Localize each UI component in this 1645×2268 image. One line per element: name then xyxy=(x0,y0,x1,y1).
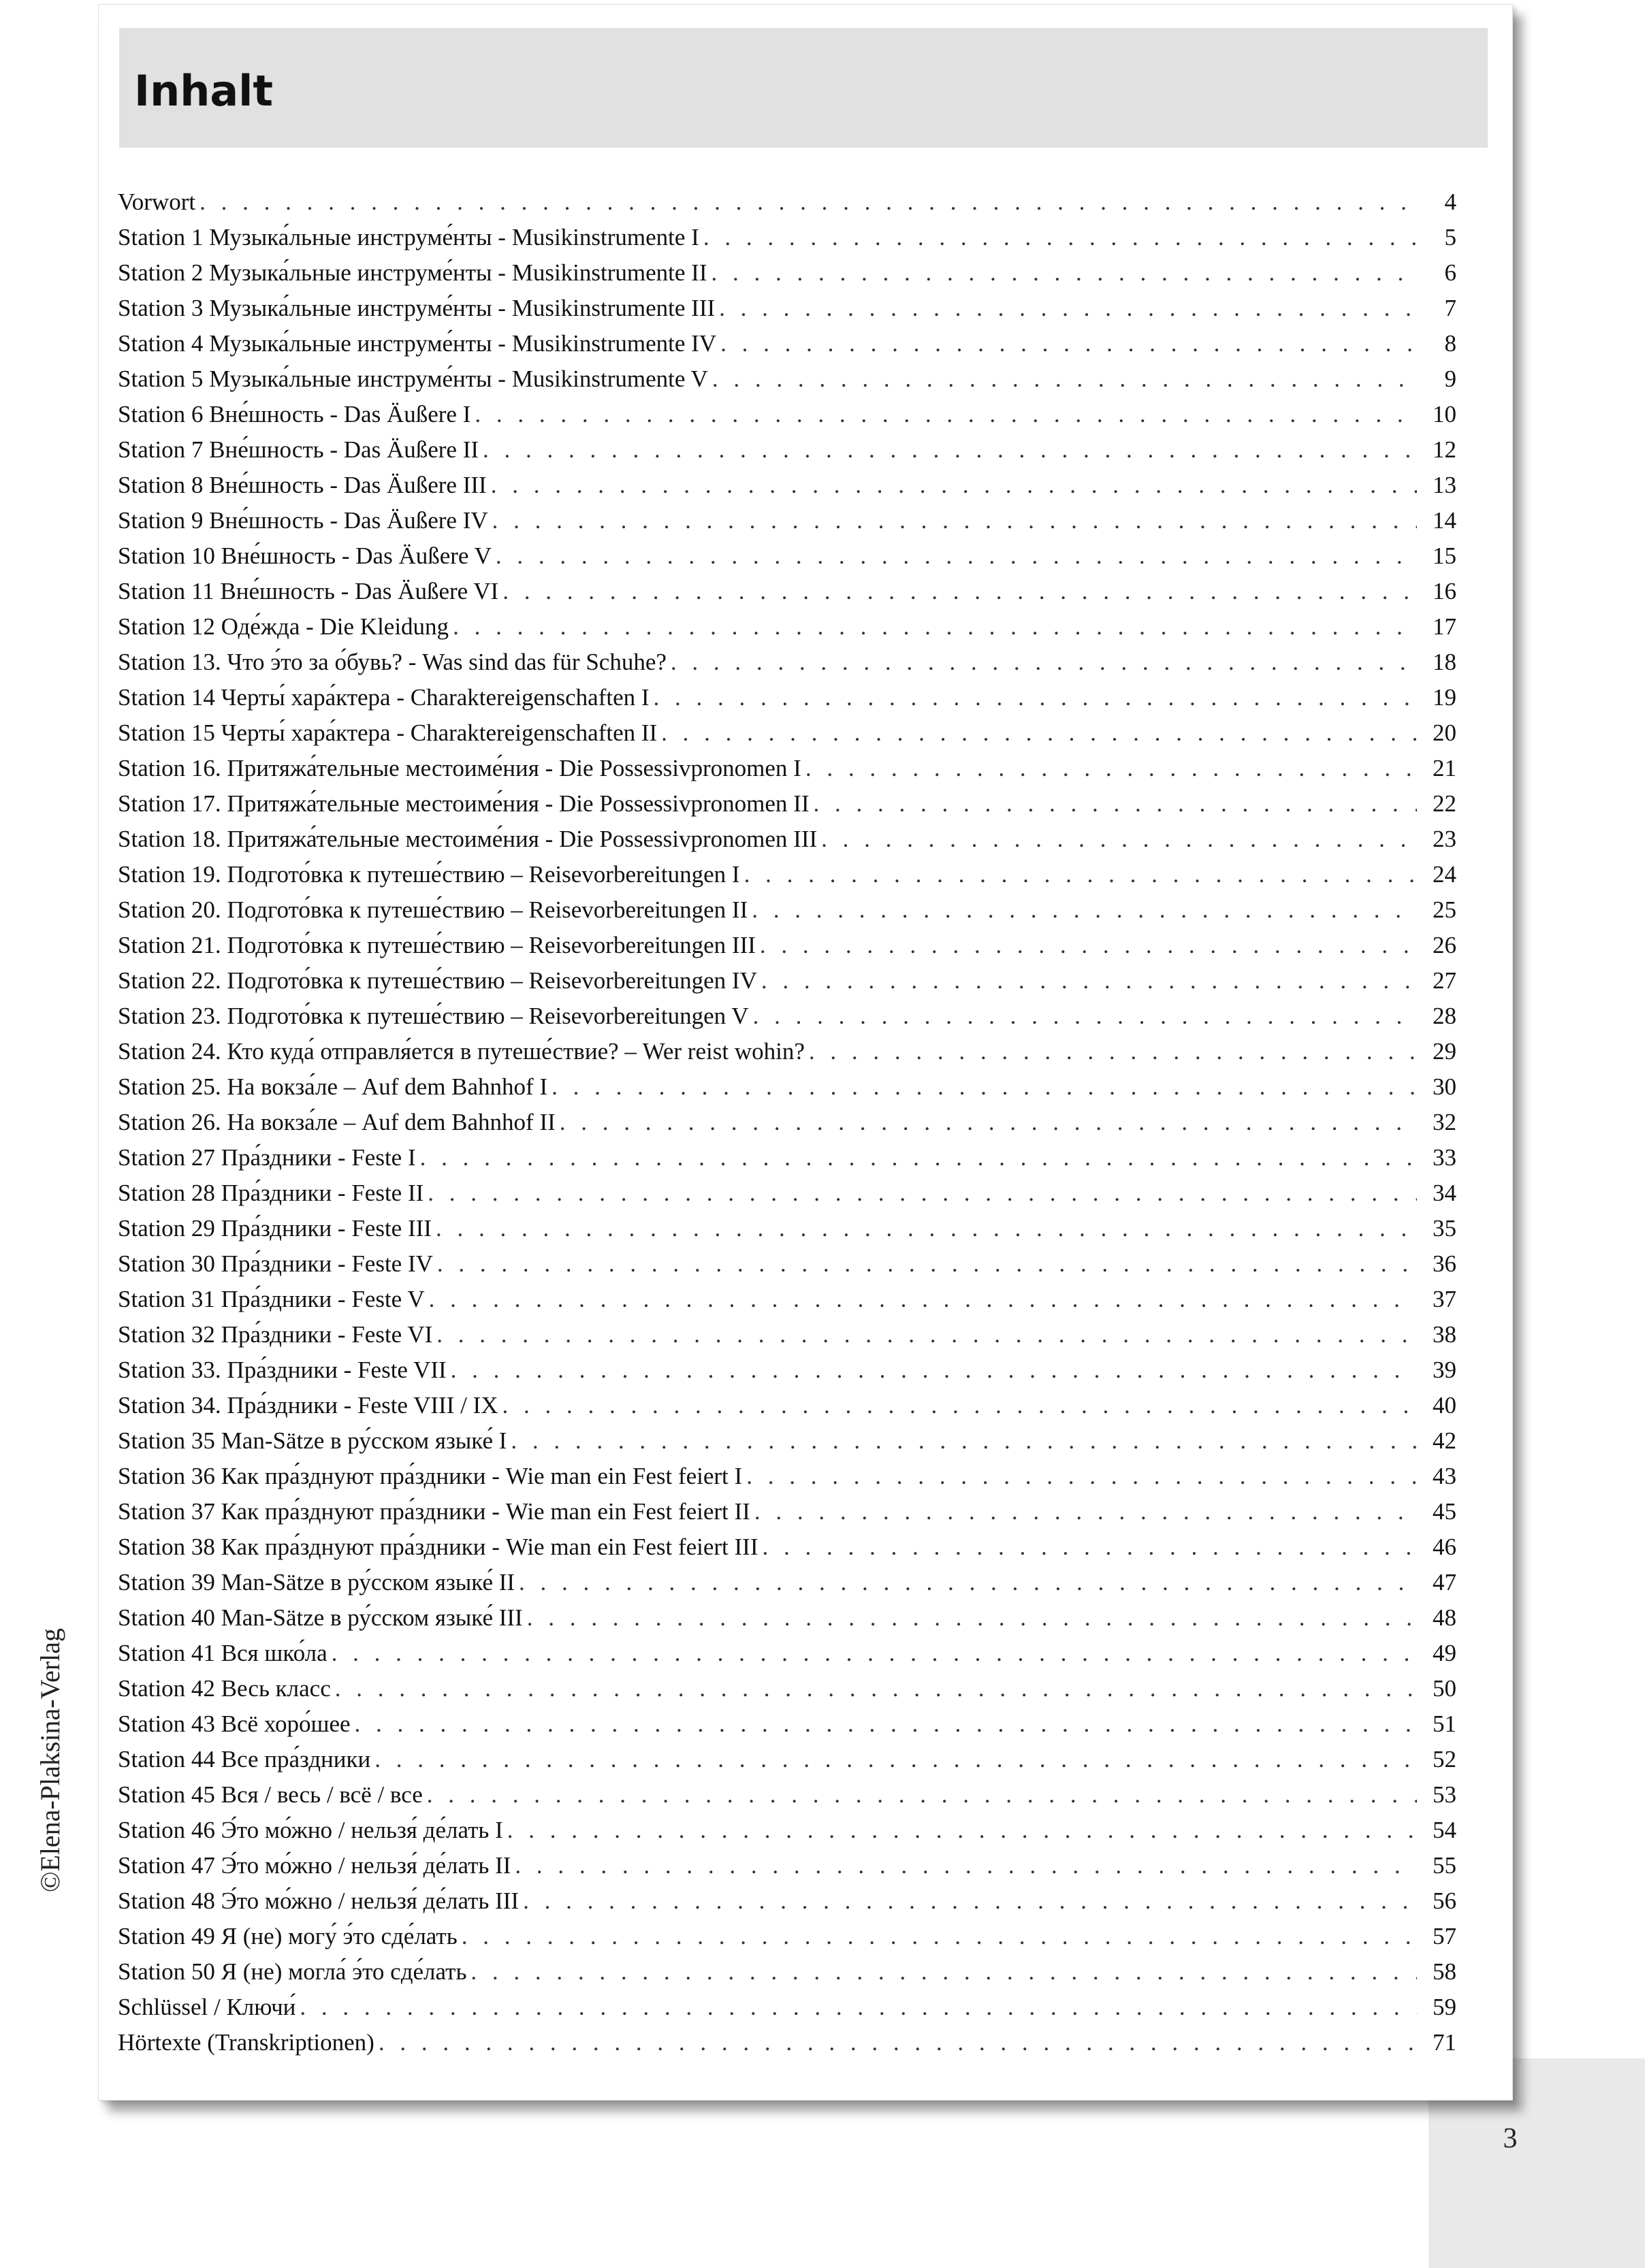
toc-entry[interactable] xyxy=(118,1073,1456,1109)
toc-entry[interactable] xyxy=(118,542,1456,578)
toc-entry-title: Station 41 Вся шко́ла xyxy=(118,1640,328,1666)
toc-dot-leader xyxy=(719,295,1417,322)
toc-dot-leader xyxy=(654,684,1417,711)
toc-entry[interactable] xyxy=(118,189,1456,224)
toc-entry-page: 58 xyxy=(1433,1958,1456,1985)
page-title: Inhalt xyxy=(134,66,274,116)
toc-entry-title: Station 42 Весь класс xyxy=(118,1675,331,1702)
toc-entry-title: Station 24. Кто куда́ отправля́ется в путеше́ствие? – Wer reist wohin? xyxy=(118,1038,805,1065)
toc-entry[interactable] xyxy=(118,330,1456,366)
toc-entry-page: 29 xyxy=(1433,1038,1456,1065)
toc-entry[interactable] xyxy=(118,1498,1456,1534)
toc-dot-leader xyxy=(427,1781,1417,1809)
toc-dot-leader xyxy=(821,826,1417,853)
toc-entry-page: 57 xyxy=(1433,1923,1456,1949)
toc-entry-page: 23 xyxy=(1433,826,1456,852)
toc-dot-leader xyxy=(491,472,1417,499)
toc-entry[interactable] xyxy=(118,1781,1456,1817)
toc-entry-page: 15 xyxy=(1433,542,1456,569)
toc-dot-leader xyxy=(335,1675,1417,1702)
toc-dot-leader xyxy=(429,1286,1417,1313)
toc-entry[interactable] xyxy=(118,578,1456,613)
toc-dot-leader xyxy=(519,1569,1417,1596)
toc-dot-leader xyxy=(502,578,1417,605)
toc-entry[interactable] xyxy=(118,1852,1456,1888)
toc-entry[interactable] xyxy=(118,1321,1456,1357)
toc-entry-page: 20 xyxy=(1433,719,1456,746)
toc-entry[interactable] xyxy=(118,436,1456,472)
toc-entry[interactable] xyxy=(118,932,1456,967)
toc-dot-leader xyxy=(763,1534,1418,1561)
toc-dot-leader xyxy=(711,259,1417,287)
toc-dot-leader xyxy=(760,932,1417,959)
toc-dot-leader xyxy=(436,1321,1417,1348)
toc-entry-title: Station 12 Оде́жда - Die Kleidung xyxy=(118,613,449,640)
toc-entry-title: Station 9 Вне́шность - Das Äußere IV xyxy=(118,507,488,534)
toc-entry-page: 34 xyxy=(1433,1180,1456,1206)
copyright-notice: ©Elena-Plaksina-Verlag xyxy=(35,1627,65,1892)
toc-dot-leader xyxy=(809,1038,1417,1065)
toc-entry[interactable] xyxy=(118,1746,1456,1781)
toc-entry-page: 24 xyxy=(1433,861,1456,888)
toc-entry-title: Station 3 Музыка́льные инструме́нты - Musikinstrumente III xyxy=(118,295,716,321)
toc-entry-page: 56 xyxy=(1433,1888,1456,1914)
toc-entry-title: Schlüssel / Ключи́ xyxy=(118,1994,296,2020)
toc-dot-leader xyxy=(515,1852,1417,1879)
toc-entry-page: 40 xyxy=(1433,1392,1456,1419)
toc-entry-page: 38 xyxy=(1433,1321,1456,1348)
toc-dot-leader xyxy=(475,401,1417,428)
toc-entry[interactable] xyxy=(118,1958,1456,1994)
toc-dot-leader xyxy=(671,649,1417,676)
toc-entry[interactable] xyxy=(118,896,1456,932)
toc-entry-page: 30 xyxy=(1433,1073,1456,1100)
toc-entry[interactable] xyxy=(118,1604,1456,1640)
toc-entry-title: Station 6 Вне́шность - Das Äußere I xyxy=(118,401,471,427)
toc-entry-title: Station 5 Музыка́льные инструме́нты - Musikinstrumente V xyxy=(118,366,708,392)
toc-entry-page: 13 xyxy=(1433,472,1456,498)
toc-dot-leader xyxy=(720,330,1417,357)
toc-dot-leader xyxy=(462,1923,1417,1950)
toc-entry-page: 14 xyxy=(1433,507,1456,534)
toc-entry[interactable] xyxy=(118,401,1456,436)
toc-entry[interactable] xyxy=(118,1817,1456,1852)
toc-entry-page: 49 xyxy=(1433,1640,1456,1666)
toc-dot-leader xyxy=(560,1109,1417,1136)
toc-entry-title: Station 26. На вокза́ле – Auf dem Bahnhof II xyxy=(118,1109,556,1135)
toc-entry-title: Station 46 Э́то мо́жно / нельзя́ де́лать I xyxy=(118,1817,503,1843)
toc-dot-leader xyxy=(470,1958,1417,1986)
toc-dot-leader xyxy=(754,1498,1417,1525)
toc-dot-leader xyxy=(746,1463,1417,1490)
toc-entry[interactable] xyxy=(118,1923,1456,1958)
toc-entry-title: Station 10 Вне́шность - Das Äußere V xyxy=(118,542,492,569)
toc-entry[interactable] xyxy=(118,1215,1456,1250)
toc-entry-page: 4 xyxy=(1444,189,1456,215)
toc-entry-title: Station 20. Подгото́вка к путеше́ствию – Reisevorbereitungen II xyxy=(118,896,748,923)
toc-dot-leader xyxy=(437,1250,1417,1278)
toc-entry[interactable] xyxy=(118,1640,1456,1675)
toc-entry-page: 42 xyxy=(1433,1427,1456,1454)
toc-entry-title: Station 16. Притяжа́тельные местоиме́ния - Die Possessivpronomen I xyxy=(118,755,801,781)
toc-dot-leader xyxy=(199,189,1417,216)
toc-entry[interactable] xyxy=(118,1357,1456,1392)
toc-entry-title: Station 36 Как пра́зднуют пра́здники - Wie man ein Fest feiert I xyxy=(118,1463,743,1489)
toc-entry-title: Station 7 Вне́шность - Das Äußere II xyxy=(118,436,479,463)
toc-dot-leader xyxy=(753,1003,1417,1030)
toc-dot-leader xyxy=(752,896,1417,924)
toc-entry-title: Station 49 Я (не) могу́ э́то сде́лать xyxy=(118,1923,458,1949)
toc-entry-page: 25 xyxy=(1433,896,1456,923)
toc-entry-page: 71 xyxy=(1433,2029,1456,2056)
toc-entry[interactable] xyxy=(118,1038,1456,1073)
toc-entry-title: Station 40 Man-Sätze в ру́сском языке́ III xyxy=(118,1604,523,1631)
page-number: 3 xyxy=(1503,2123,1518,2154)
toc-entry-title: Station 23. Подгото́вка к путеше́ствию – Reisevorbereitungen V xyxy=(118,1003,749,1029)
toc-entry-title: Station 43 Всё хоро́шее xyxy=(118,1711,351,1737)
toc-dot-leader xyxy=(703,224,1417,251)
toc-dot-leader xyxy=(805,755,1417,782)
toc-entry[interactable] xyxy=(118,507,1456,542)
toc-entry[interactable] xyxy=(118,790,1456,826)
toc-dot-leader xyxy=(661,719,1417,747)
toc-entry-page: 35 xyxy=(1433,1215,1456,1242)
toc-entry-title: Station 39 Man-Sätze в ру́сском языке́ II xyxy=(118,1569,515,1595)
toc-dot-leader xyxy=(527,1604,1417,1632)
toc-entry[interactable] xyxy=(118,1286,1456,1321)
toc-entry-page: 43 xyxy=(1433,1463,1456,1489)
toc-entry-page: 59 xyxy=(1433,1994,1456,2020)
toc-entry-title: Station 45 Вся / весь / всё / все xyxy=(118,1781,423,1808)
toc-entry[interactable] xyxy=(118,1675,1456,1711)
toc-entry[interactable] xyxy=(118,1463,1456,1498)
toc-entry-page: 27 xyxy=(1433,967,1456,994)
toc-entry[interactable] xyxy=(118,1180,1456,1215)
toc-entry[interactable] xyxy=(118,295,1456,330)
toc-entry-page: 18 xyxy=(1433,649,1456,675)
toc-entry-title: Station 25. На вокза́ле – Auf dem Bahnhof I xyxy=(118,1073,548,1100)
toc-dot-leader xyxy=(483,436,1417,464)
toc-entry-page: 50 xyxy=(1433,1675,1456,1702)
toc-dot-leader xyxy=(428,1180,1417,1207)
toc-entry-page: 46 xyxy=(1433,1534,1456,1560)
toc-dot-leader xyxy=(523,1888,1417,1915)
toc-entry[interactable] xyxy=(118,1427,1456,1463)
toc-entry[interactable] xyxy=(118,1888,1456,1923)
toc-dot-leader xyxy=(552,1073,1417,1101)
toc-entry[interactable] xyxy=(118,472,1456,507)
toc-dot-leader xyxy=(332,1640,1417,1667)
toc-entry[interactable] xyxy=(118,1534,1456,1569)
toc-entry[interactable] xyxy=(118,1392,1456,1427)
toc-dot-leader xyxy=(744,861,1417,888)
toc-entry-title: Station 21. Подгото́вка к путеше́ствию – Reisevorbereitungen III xyxy=(118,932,756,958)
table-of-contents xyxy=(118,189,1456,2064)
toc-entry-page: 26 xyxy=(1433,932,1456,958)
toc-entry[interactable] xyxy=(118,1569,1456,1604)
toc-entry-title: Station 1 Музыка́льные инструме́нты - Musikinstrumente I xyxy=(118,224,699,250)
toc-entry[interactable] xyxy=(118,366,1456,401)
toc-entry-title: Station 48 Э́то мо́жно / нельзя́ де́лать III xyxy=(118,1888,520,1914)
toc-dot-leader xyxy=(511,1427,1417,1455)
toc-entry[interactable] xyxy=(118,1250,1456,1286)
toc-entry-page: 54 xyxy=(1433,1817,1456,1843)
toc-entry-page: 32 xyxy=(1433,1109,1456,1135)
toc-dot-leader xyxy=(761,967,1417,994)
toc-entry-page: 22 xyxy=(1433,790,1456,817)
toc-dot-leader xyxy=(300,1994,1417,2021)
toc-entry-page: 51 xyxy=(1433,1711,1456,1737)
toc-dot-leader xyxy=(374,1746,1417,1773)
toc-entry-page: 52 xyxy=(1433,1746,1456,1772)
toc-entry-title: Vorwort xyxy=(118,189,196,215)
toc-entry-page: 36 xyxy=(1433,1250,1456,1277)
toc-entry-page: 53 xyxy=(1433,1781,1456,1808)
toc-entry-page: 10 xyxy=(1433,401,1456,427)
toc-entry[interactable] xyxy=(118,2029,1456,2064)
toc-entry-page: 16 xyxy=(1433,578,1456,604)
toc-entry[interactable] xyxy=(118,826,1456,861)
toc-dot-leader xyxy=(379,2029,1417,2056)
toc-entry[interactable] xyxy=(118,684,1456,719)
toc-entry-title: Station 38 Как пра́зднуют пра́здники - Wie man ein Fest feiert III xyxy=(118,1534,758,1560)
toc-entry-title: Station 18. Притяжа́тельные местоиме́ния - Die Possessivpronomen III xyxy=(118,826,818,852)
toc-entry-page: 21 xyxy=(1433,755,1456,781)
toc-entry-title: Station 13. Что э́то за о́бувь? - Was sind das für Schuhe? xyxy=(118,649,667,675)
toc-dot-leader xyxy=(492,507,1417,534)
toc-entry[interactable] xyxy=(118,967,1456,1003)
toc-entry-page: 8 xyxy=(1444,330,1456,357)
toc-entry-title: Station 34. Пра́здники - Feste VIII / IX xyxy=(118,1392,498,1419)
toc-dot-leader xyxy=(453,613,1417,641)
toc-entry-title: Station 32 Пра́здники - Feste VI xyxy=(118,1321,433,1348)
toc-entry-page: 19 xyxy=(1433,684,1456,711)
toc-dot-leader xyxy=(502,1392,1417,1419)
toc-entry-title: Station 17. Притяжа́тельные местоиме́ния - Die Possessivpronomen II xyxy=(118,790,810,817)
toc-entry-page: 37 xyxy=(1433,1286,1456,1312)
toc-entry-page: 12 xyxy=(1433,436,1456,463)
toc-entry-title: Station 8 Вне́шность - Das Äußere III xyxy=(118,472,487,498)
contents-sheet xyxy=(98,4,1513,2101)
toc-entry-page: 39 xyxy=(1433,1357,1456,1383)
toc-entry-title: Station 2 Музыка́льные инструме́нты - Musikinstrumente II xyxy=(118,259,707,286)
toc-entry-title: Station 50 Я (не) могла́ э́то сде́лать xyxy=(118,1958,467,1985)
toc-dot-leader xyxy=(436,1215,1417,1242)
toc-entry[interactable] xyxy=(118,649,1456,684)
toc-entry[interactable] xyxy=(118,719,1456,755)
toc-entry[interactable] xyxy=(118,259,1456,295)
toc-entry-page: 7 xyxy=(1444,295,1456,321)
toc-dot-leader xyxy=(451,1357,1417,1384)
toc-entry-page: 48 xyxy=(1433,1604,1456,1631)
toc-entry[interactable] xyxy=(118,1144,1456,1180)
toc-entry-title: Station 47 Э́то мо́жно / нельзя́ де́лать II xyxy=(118,1852,511,1879)
toc-dot-leader xyxy=(712,366,1417,393)
toc-entry-title: Station 4 Музыка́льные инструме́нты - Musikinstrumente IV xyxy=(118,330,717,357)
toc-entry-page: 55 xyxy=(1433,1852,1456,1879)
toc-entry[interactable] xyxy=(118,1711,1456,1746)
toc-entry-title: Station 19. Подгото́вка к путеше́ствию – Reisevorbereitungen I xyxy=(118,861,740,888)
toc-entry-title: Station 33. Пра́здники - Feste VII xyxy=(118,1357,447,1383)
toc-entry-title: Station 29 Пра́здники - Feste III xyxy=(118,1215,432,1242)
toc-dot-leader xyxy=(496,542,1417,570)
toc-entry[interactable] xyxy=(118,224,1456,259)
toc-entry-page: 9 xyxy=(1444,366,1456,392)
toc-entry-page: 45 xyxy=(1433,1498,1456,1525)
toc-entry-title: Station 35 Man-Sätze в ру́сском языке́ I xyxy=(118,1427,507,1454)
toc-entry[interactable] xyxy=(118,1994,1456,2029)
toc-entry[interactable] xyxy=(118,613,1456,649)
toc-entry-title: Station 11 Вне́шность - Das Äußere VI xyxy=(118,578,499,604)
toc-dot-leader xyxy=(420,1144,1417,1171)
toc-entry-title: Station 27 Пра́здники - Feste I xyxy=(118,1144,416,1171)
toc-entry-title: Station 22. Подгото́вка к путеше́ствию – Reisevorbereitungen IV xyxy=(118,967,757,994)
toc-entry-title: Station 31 Пра́здники - Feste V xyxy=(118,1286,425,1312)
toc-entry-page: 6 xyxy=(1444,259,1456,286)
toc-entry-page: 17 xyxy=(1433,613,1456,640)
header-band xyxy=(119,28,1488,148)
toc-entry[interactable] xyxy=(118,1003,1456,1038)
toc-entry-title: Station 28 Пра́здники - Feste II xyxy=(118,1180,424,1206)
toc-entry-page: 47 xyxy=(1433,1569,1456,1595)
toc-dot-leader xyxy=(507,1817,1417,1844)
toc-entry[interactable] xyxy=(118,755,1456,790)
toc-entry-title: Station 37 Как пра́зднуют пра́здники - Wie man ein Fest feiert II xyxy=(118,1498,750,1525)
toc-entry-title: Hörtexte (Transkriptionen) xyxy=(118,2029,374,2056)
toc-entry-page: 33 xyxy=(1433,1144,1456,1171)
toc-entry-page: 5 xyxy=(1444,224,1456,250)
toc-entry-page: 28 xyxy=(1433,1003,1456,1029)
toc-entry-title: Station 30 Пра́здники - Feste IV xyxy=(118,1250,433,1277)
toc-entry-title: Station 44 Все пра́здники xyxy=(118,1746,371,1772)
toc-entry-title: Station 15 Черты́ хара́ктера - Charaktereigenschaften II xyxy=(118,719,658,746)
toc-entry[interactable] xyxy=(118,1109,1456,1144)
toc-dot-leader xyxy=(355,1711,1417,1738)
toc-dot-leader xyxy=(813,790,1417,817)
toc-entry-title: Station 14 Черты́ хара́ктера - Charaktereigenschaften I xyxy=(118,684,650,711)
toc-entry[interactable] xyxy=(118,861,1456,896)
